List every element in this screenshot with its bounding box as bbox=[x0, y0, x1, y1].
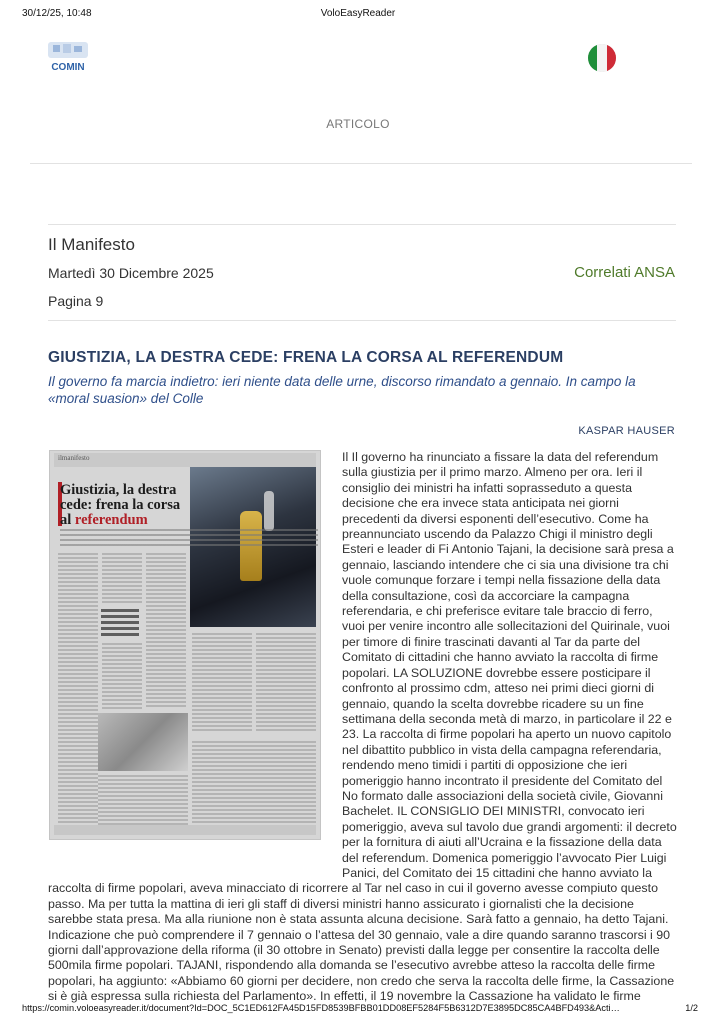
article-author: KASPAR HAUSER bbox=[578, 425, 675, 437]
page-indicator: 1/2 bbox=[685, 1003, 698, 1013]
article-subheadline: Il governo fa marcia indietro: ieri niente data delle urne, discorso rimandato a gennaio. In campo la «moral suasion» del Colle bbox=[48, 374, 636, 406]
divider bbox=[48, 320, 676, 321]
section-label: ARTICOLO bbox=[326, 117, 390, 131]
comin-logo[interactable] bbox=[45, 40, 91, 74]
divider bbox=[48, 224, 676, 225]
article-body-text: Il Il governo ha rinunciato a fissare la data del referendum sulla giustizia per il primo marzo. Almeno per ora. Ieri il consiglio dei ministri ha infatti soprasseduto a questa decisione che era invece stata anticipata nei giorni precedenti da diversi esponenti dell’esecutivo. Come ha preannunciato uscendo da Palazzo Chigi il ministro degli Esteri e leader di Fi Antonio Tajani, la decisione sarà presa a gennaio, lasciando intendere che ci sia una divisione tra chi vuole comunque forzare i tempi nella fissazione della data della consultazione, così da accorciare la campagna referendaria, e chi preferisce evitare tale braccio di ferro, vuoi per venire incontro alle sollecitazioni del Quirinale, vuoi per timore di finire trascinati davanti al Tar da parte del Comitato di cittadini che hanno avviato la raccolta di firme popolari. LA SOLUZIONE dovrebbe essere posticipare il confronto al prossimo cdm, atteso nei primi dieci giorni di gennaio, quando la scelta dovrebbe ricadere su un fine settimana della seconda metà di marzo, in particolare il 22 e 23. La raccolta di firme popolari ha aperto un nuovo capitolo nel dibattito pubblico in vista della campagna referendaria, rendendo meno timidi i partiti di opposizione che ieri pomeriggio hanno incontrato il presidente del Comitato del No formato dalle associazioni della società civile, Giovanni Bachelet. IL CONSIGLIO DEI MINISTRI, convocato ieri pomeriggio, aveva sul tavolo due grandi argomenti: il decreto per la fornitura di aiuti all’Ucraina e la fissazione della data del referendum. Domenica pomeriggio l’avvocato Pier Luigi Panici, del Comitato dei 15 cittadini che hanno avviato la raccolta di firme popolari, aveva minacciato di ricorrere al Tar nel caso in cui il governo avesse compiuto questo passo. Ma per tutta la mattina di ieri gli staff di diversi ministri hanno assicurato i giornalisti che la decisione sarebbe stata presa. Ma alla riunione non è stata assunta alcuna decisione. Sarà fatto a gennaio, ha detto Tajani. Indicazione che può comprendere il 7 gennaio o l’attesa del 30 gennaio, vale a dire quando saranno trascorsi i 90 giorni dall’approvazione della riforma (il 30 ottobre in Senato) previsti dalla legge per consentire la raccolta delle 500mila firme popolari. TAJANI, rispondendo alla domanda se l’esecutivo avrebbe atteso la raccolta delle firme popolari, ha aggiunto: «Abbiamo 60 giorni per decidere, non credo che serva la raccolta delle firme, la Cassazione si è già espressa sulla richiesta del Parlamento». In effetti, il 19 novembre la Cassazione ha validato le firme bbox=[48, 450, 677, 1004]
print-datetime: 30/12/25, 10:48 bbox=[22, 8, 92, 19]
print-title: VoloEasyReader bbox=[320, 8, 396, 19]
thumbnail-headline-highlight: referendum bbox=[74, 512, 148, 528]
thumbnail-headline-text: Giustizia, la destra cede: frena la corsa al bbox=[60, 482, 181, 528]
publication-date: Martedì 30 Dicembre 2025 bbox=[48, 265, 214, 281]
related-ansa-link[interactable]: Correlati ANSA bbox=[574, 264, 675, 281]
source-name: Il Manifesto bbox=[48, 235, 135, 254]
comin-logo-graphic bbox=[45, 40, 91, 74]
article-headline: GIUSTIZIA, LA DESTRA CEDE: FRENA LA CORSA AL REFERENDUM bbox=[48, 349, 564, 366]
thumbnail-spacer bbox=[48, 450, 342, 872]
document-url[interactable]: https://comin.voloeasyreader.it/document?Id=DOC_5C1ED612FA45D15FD8539BFBB01DD08EF5284F5B6312D7E3895DC85CA4BFD493&Acti… bbox=[22, 1003, 620, 1013]
page-number: Pagina 9 bbox=[48, 293, 104, 309]
article-body bbox=[48, 450, 678, 1005]
logo-text: COMIN bbox=[51, 62, 85, 73]
divider bbox=[30, 163, 692, 164]
italian-flag-icon[interactable] bbox=[588, 44, 616, 72]
thumbnail-masthead-text: ilmanifesto bbox=[58, 454, 90, 462]
